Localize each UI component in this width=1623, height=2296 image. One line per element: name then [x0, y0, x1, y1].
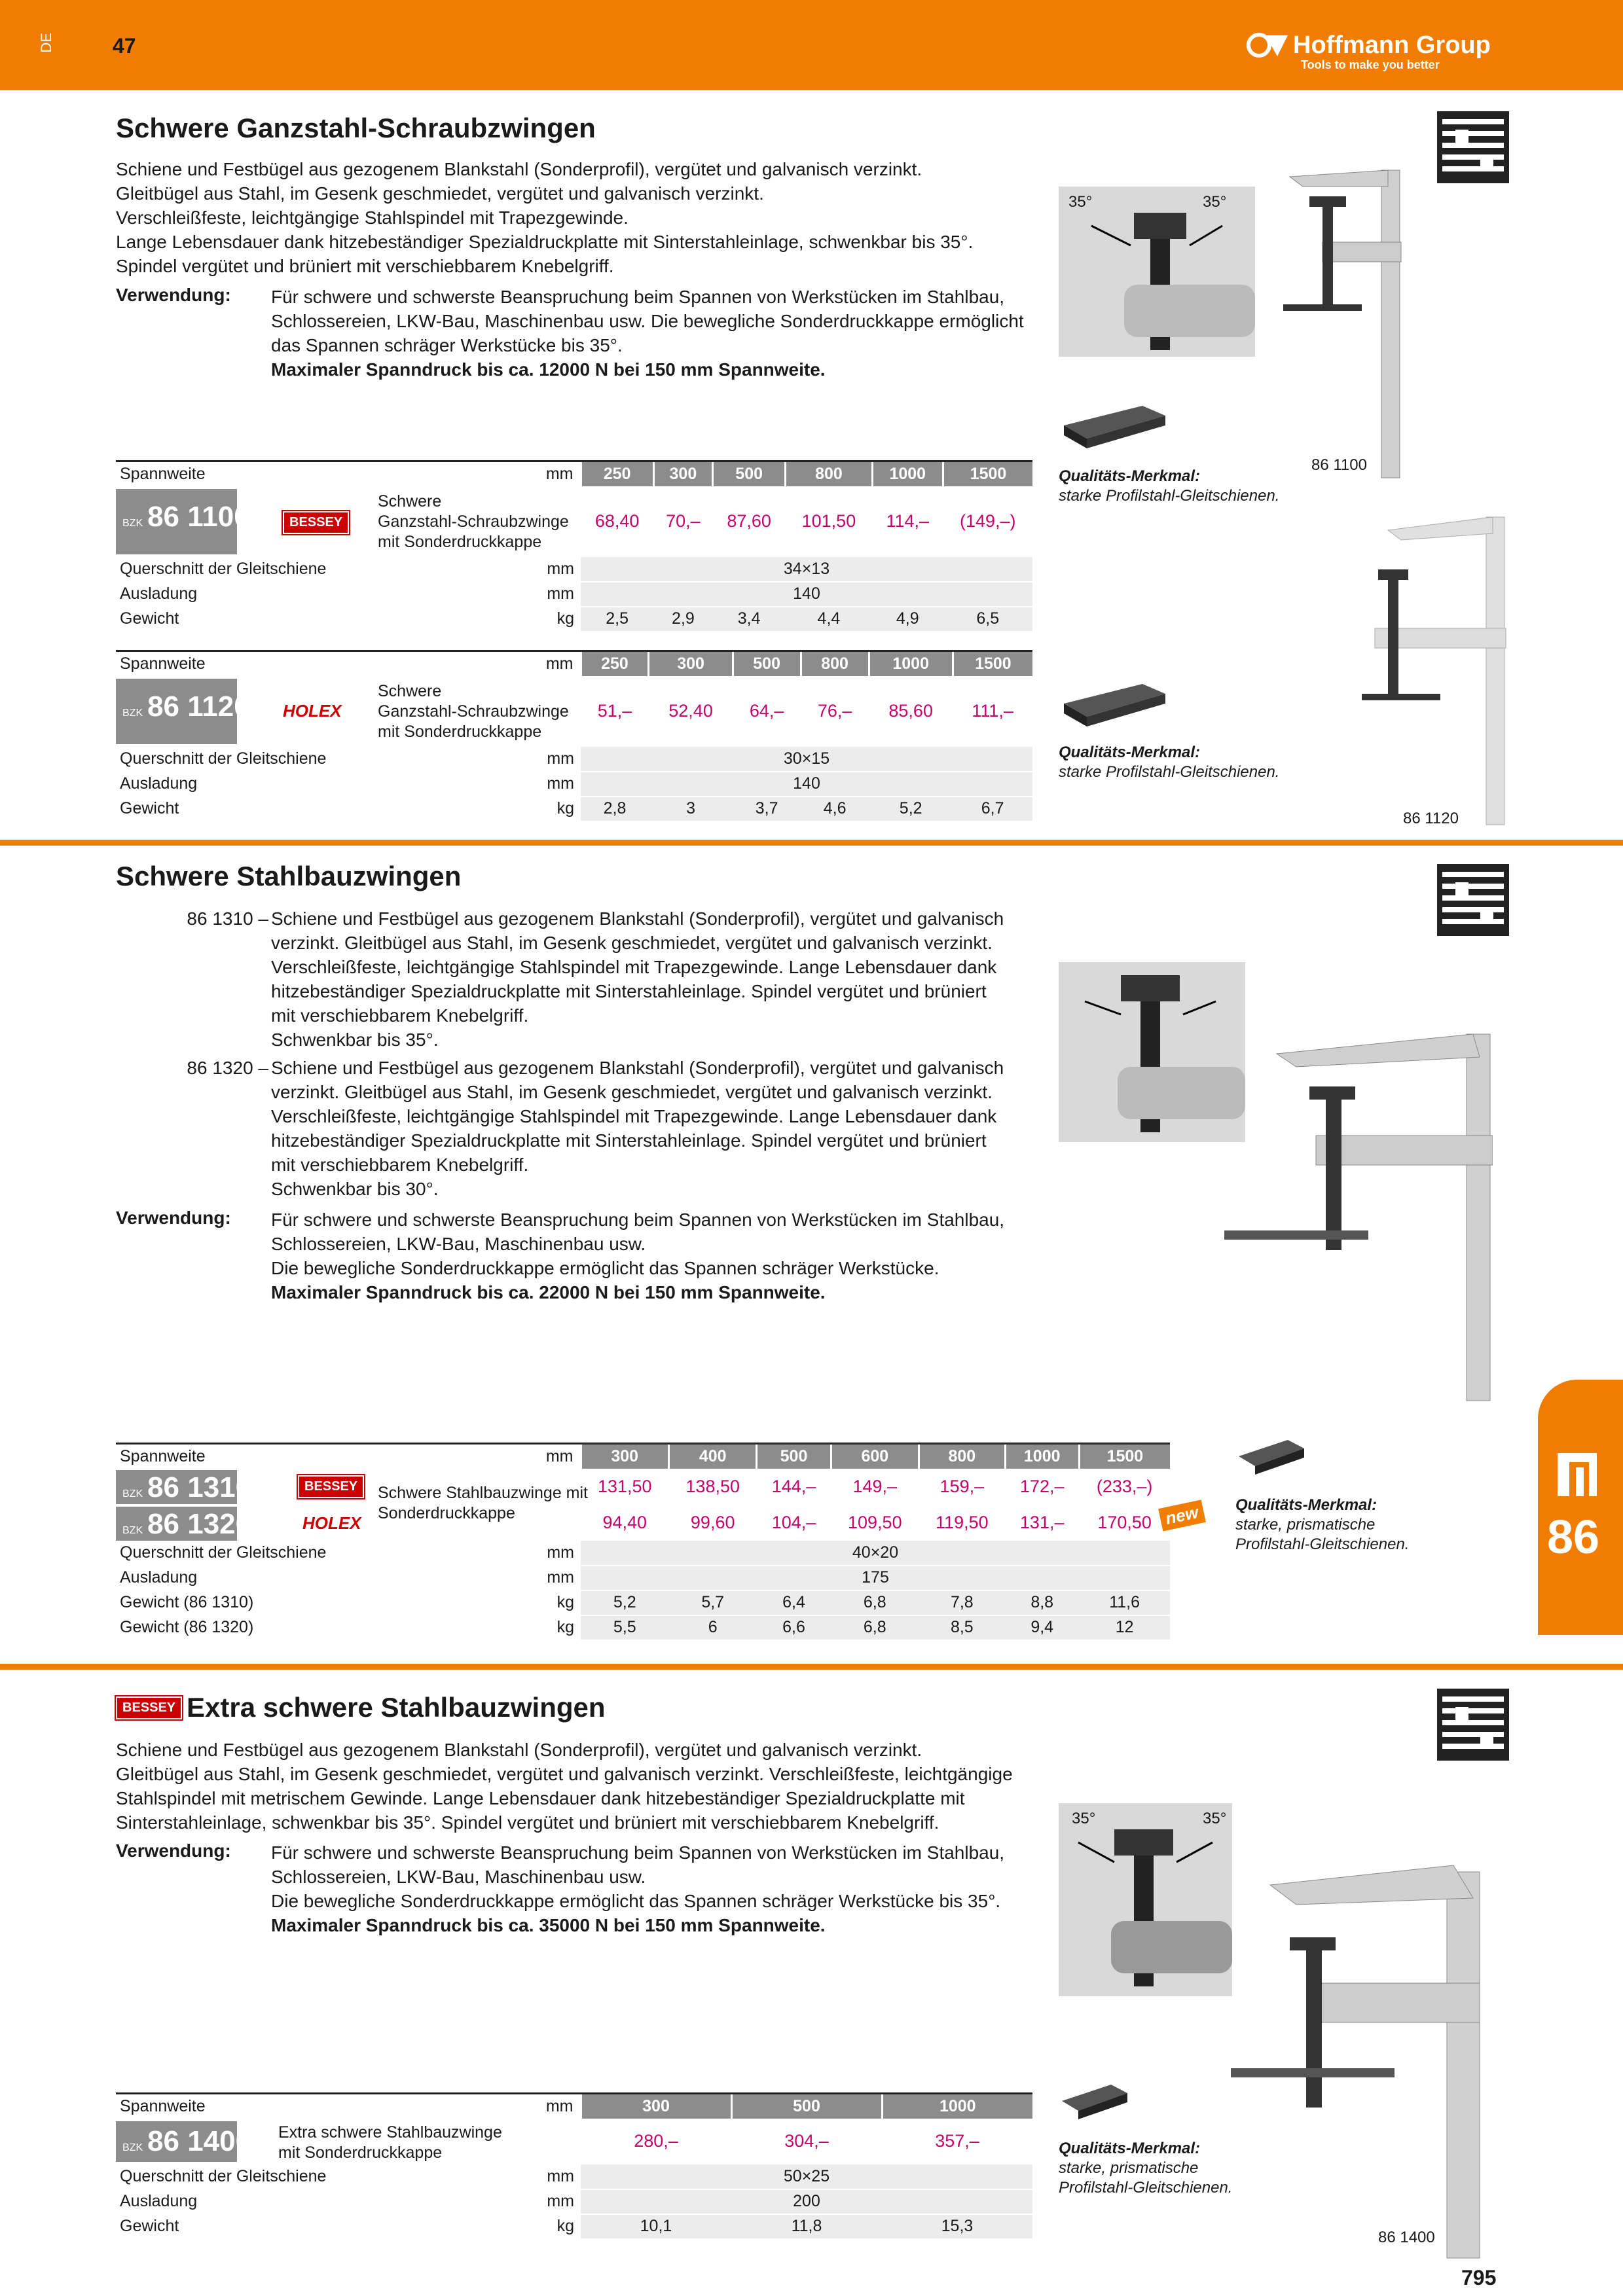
price-cell: 104,– [771, 1512, 816, 1532]
article-number-box [116, 2121, 252, 2162]
row-label: Gewicht [116, 797, 541, 821]
use-label: Verwendung: [116, 1840, 231, 1861]
price-cell: 304,– [784, 2131, 829, 2151]
price-cell: 159,– [939, 1476, 985, 1496]
unit: mm [541, 651, 581, 676]
image-code-861120: 86 1120 [1403, 810, 1459, 827]
desc-line: Gleitbügel aus Stahl, im Gesenk geschmiedet, vergütet und galvanisch verzinkt. [116, 183, 764, 204]
size-cell: 800 [919, 1444, 1006, 1469]
note-title: Qualitäts-Merkmal: [1059, 744, 1201, 761]
row-value: 140 [581, 772, 1032, 797]
weight-cell: 4,4 [786, 607, 872, 632]
desc-line: Schwenkbar bis 30°. [271, 1179, 439, 1199]
chapter-tab[interactable] [1538, 1380, 1623, 1635]
unit: mm [541, 557, 581, 582]
angle-left: 35° [1068, 193, 1093, 211]
clamp-image-861310 [1218, 1014, 1493, 1407]
note-text: starke Profilstahl-Gleitschienen. [1059, 763, 1280, 781]
spannweite-label: Spannweite [116, 461, 541, 486]
unit: mm [541, 1566, 581, 1590]
row-value: 34×13 [581, 557, 1032, 582]
brand-logo-bessey: BESSEY [298, 1475, 364, 1498]
row-label: Querschnitt der Gleitschiene [116, 747, 541, 772]
use-label: Verwendung: [116, 1208, 231, 1228]
rail-profile-icon [1057, 399, 1169, 452]
page-number-top: 47 [113, 34, 136, 58]
price-cell: (233,–) [1096, 1476, 1153, 1496]
use-line: Schlossereien, LKW-Bau, Maschinenbau usw. [271, 1234, 646, 1254]
size-cell: 800 [801, 651, 869, 676]
row-value: 140 [581, 582, 1032, 607]
section1-title: Schwere Ganzstahl-Schraubzwingen [116, 113, 596, 143]
desc-line: mit verschiebbarem Knebelgriff. [271, 1155, 529, 1175]
desc-line: Sinterstahleinlage, schwenkbar bis 35°. Spindel vergütet und brüniert mit verschiebbarem Knebelgriff. [116, 1812, 939, 1833]
use-line: Schlossereien, LKW-Bau, Maschinenbau usw. [271, 1867, 646, 1887]
desc-line: mit verschiebbarem Knebelgriff. [271, 1005, 529, 1026]
weight-cell: 8,8 [1005, 1590, 1079, 1615]
unit: kg [541, 607, 581, 632]
section-divider [0, 1664, 1623, 1670]
weight-cell: 11,8 [731, 2214, 882, 2239]
bzk-label: BZK [122, 1524, 143, 1536]
desc-line: mit Sonderdruckkappe [378, 722, 542, 741]
table-861120 [116, 650, 1032, 822]
desc-line: verzinkt. Gleitbügel aus Stahl, im Gesenk geschmiedet, vergütet und galvanisch verzinkt. [271, 1082, 993, 1102]
size-cell: 1000 [869, 651, 953, 676]
price-cell: 70,– [666, 511, 701, 531]
variant-text [271, 906, 1057, 1052]
desc-line: Extra schwere Stahlbauzwinge [278, 2123, 502, 2142]
qr-code[interactable] [1437, 864, 1509, 936]
desc-line: Schiene und Festbügel aus gezogenem Blankstahl (Sonderprofil), vergütet und galvanisch verzinkt. [116, 1740, 922, 1760]
price-cell: 170,50 [1097, 1512, 1152, 1532]
brand-logo-bessey: BESSEY [283, 511, 349, 534]
variant-text [271, 1056, 1057, 1201]
row-label: Querschnitt der Gleitschiene [116, 557, 541, 582]
desc-line: Verschleißfeste, leichtgängige Stahlspindel mit Trapezgewinde. Lange Lebensdauer dank [271, 957, 997, 977]
weight-cell: 6,4 [757, 1590, 831, 1615]
quality-note [1059, 2139, 1232, 2198]
use-line: Schlossereien, LKW-Bau, Maschinenbau usw. Die bewegliche Sonderdruckkappe ermöglicht [271, 311, 1024, 331]
product-description [378, 681, 569, 742]
weight-cell: 6,6 [757, 1615, 831, 1640]
brand-logo-holex: HOLEX [302, 1513, 361, 1533]
weight-cell: 5,2 [581, 1590, 668, 1615]
language-label: DE [38, 33, 54, 53]
rail-profile-icon [1059, 2081, 1131, 2121]
bzk-label: BZK [122, 1488, 143, 1499]
size-cell: 250 [581, 461, 653, 486]
desc-line: Verschleißfeste, leichtgängige Stahlspindel mit Trapezgewinde. [116, 207, 629, 228]
price-cell: 138,50 [685, 1476, 740, 1496]
spannweite-label: Spannweite [116, 651, 541, 676]
product-description [378, 492, 569, 552]
desc-line: Ganzstahl-Schraubzwinge [378, 512, 569, 531]
weight-cell: 11,6 [1079, 1590, 1170, 1615]
clamp-image-861400 [1231, 1846, 1506, 2265]
unit: mm [541, 461, 581, 486]
weight-cell: 6,5 [943, 607, 1032, 632]
article-cell [116, 2119, 581, 2164]
bzk-label: BZK [122, 2142, 143, 2153]
price-cell: 109,50 [848, 1512, 902, 1532]
desc-line: Sonderdruckkappe [378, 1503, 515, 1522]
hoffmann-logo [1247, 31, 1491, 72]
weight-cell: 6,7 [953, 797, 1032, 821]
size-cell: 1000 [872, 461, 943, 486]
section3-description [116, 1738, 1046, 1835]
desc-line: Spindel vergütet und brüniert mit verschiebbarem Knebelgriff. [116, 256, 614, 276]
weight-cell: 6,8 [831, 1590, 919, 1615]
size-cell: 800 [786, 461, 872, 486]
weight-cell: 3,7 [733, 797, 801, 821]
article-number: 86 1400 [147, 2125, 252, 2157]
article-number: 86 1310 [147, 1471, 252, 1503]
weight-cell: 15,3 [882, 2214, 1032, 2239]
use-label: Verwendung: [116, 285, 231, 305]
unit: mm [541, 772, 581, 797]
weight-cell: 2,8 [581, 797, 649, 821]
article-cell [116, 486, 581, 557]
weight-cell: 2,5 [581, 607, 653, 632]
weight-cell: 3 [649, 797, 733, 821]
size-cell: 1500 [943, 461, 1032, 486]
weight-cell: 8,5 [919, 1615, 1006, 1640]
row-value: 50×25 [581, 2164, 1032, 2189]
price-cell: 87,60 [727, 511, 771, 531]
unit: mm [541, 1444, 581, 1469]
use-line: Für schwere und schwerste Beanspruchung beim Spannen von Werkstücken im Stahlbau, [271, 1210, 1005, 1230]
unit: mm [541, 2164, 581, 2189]
row-label: Gewicht (86 1310) [116, 1590, 541, 1615]
table-861310-861320 [116, 1443, 1170, 1641]
price-cell: 99,60 [690, 1512, 735, 1532]
unit: kg [541, 2214, 581, 2239]
weight-cell: 7,8 [919, 1590, 1006, 1615]
weight-cell: 3,4 [713, 607, 786, 632]
desc-line: verzinkt. Gleitbügel aus Stahl, im Gesenk geschmiedet, vergütet und galvanisch verzinkt. [271, 933, 993, 953]
row-label: Gewicht (86 1320) [116, 1615, 541, 1640]
desc-line: Verschleißfeste, leichtgängige Stahlspindel mit Trapezgewinde. Lange Lebensdauer dank [271, 1106, 997, 1126]
unit: mm [541, 582, 581, 607]
desc-line: Schwenkbar bis 35°. [271, 1030, 439, 1050]
brand-logo-holex: HOLEX [283, 700, 342, 721]
article-number: 86 1100 [147, 500, 250, 533]
angle-left: 35° [1072, 1810, 1096, 1827]
note-text: starke, prismatische [1235, 1516, 1376, 1534]
desc-line: mit Sonderdruckkappe [278, 2143, 443, 2162]
desc-line: Ganzstahl-Schraubzwinge [378, 702, 569, 721]
price-cell: 172,– [1019, 1476, 1065, 1496]
price-cell: 280,– [634, 2131, 678, 2151]
article-cell [116, 676, 581, 747]
weight-cell: 10,1 [581, 2214, 731, 2239]
note-text: starke Profilstahl-Gleitschienen. [1059, 487, 1280, 505]
size-cell: 250 [581, 651, 649, 676]
article-number-box [116, 1507, 252, 1541]
size-cell: 300 [581, 2094, 731, 2119]
hoffmann-logo-icon [1246, 31, 1289, 59]
article-number: 86 1120 [147, 690, 250, 723]
desc-line: mit Sonderdruckkappe [378, 532, 542, 551]
qr-code[interactable] [1437, 111, 1509, 183]
price-cell: 85,60 [888, 701, 933, 721]
use-text [271, 285, 1057, 382]
qr-code[interactable] [1437, 1689, 1509, 1761]
pressure-cap-detail-image [1059, 1803, 1232, 1996]
section2-title: Schwere Stahlbauzwingen [116, 861, 462, 891]
size-cell: 500 [731, 2094, 882, 2119]
row-value: 30×15 [581, 747, 1032, 772]
bzk-label: BZK [122, 517, 143, 529]
row-value: 175 [581, 1566, 1170, 1590]
bzk-label: BZK [122, 707, 143, 719]
weight-cell: 4,9 [872, 607, 943, 632]
unit: kg [541, 797, 581, 821]
size-cell: 300 [653, 461, 712, 486]
price-cell: 149,– [852, 1476, 898, 1496]
brand-slogan: Tools to make you better [1301, 58, 1440, 71]
section1-description [116, 157, 1032, 278]
row-label: Gewicht [116, 607, 541, 632]
unit: mm [541, 1541, 581, 1566]
brand-name: Hoffmann Group [1293, 31, 1491, 59]
desc-line: hitzebeständiger Spezialdruckplatte mit Sinterstahleinlage. Spindel vergütet und brüniert [271, 981, 987, 1001]
price-cell: 114,– [886, 511, 930, 531]
row-label: Gewicht [116, 2214, 541, 2239]
clamp-image-861100 [1264, 157, 1427, 484]
row-label: Ausladung [116, 772, 541, 797]
desc-line: Schwere [378, 681, 442, 700]
price-cell: 119,50 [936, 1512, 989, 1532]
size-cell: 1500 [1079, 1444, 1170, 1469]
weight-cell: 4,6 [801, 797, 869, 821]
article-cell [116, 1469, 588, 1541]
desc-line: Lange Lebensdauer dank hitzebeständiger Spezialdruckplatte mit Sinterstahleinlage, schwenkbar bis 35°. [116, 232, 974, 252]
new-badge: new [1158, 1499, 1205, 1531]
weight-cell: 6 [668, 1615, 756, 1640]
image-code-861100: 86 1100 [1311, 456, 1367, 474]
spannweite-label: Spannweite [116, 2094, 541, 2119]
weight-cell: 2,9 [653, 607, 712, 632]
size-cell: 400 [668, 1444, 756, 1469]
weight-cell: 5,2 [869, 797, 953, 821]
size-cell: 500 [713, 461, 786, 486]
chapter-number: 86 [1547, 1511, 1600, 1564]
quality-note [1235, 1496, 1409, 1554]
desc-line: Schiene und Festbügel aus gezogenem Blankstahl (Sonderprofil), vergütet und galvanisch verzinkt. [116, 159, 922, 179]
note-text: Profilstahl-Gleitschienen. [1059, 2179, 1233, 2197]
desc-line: Schiene und Festbügel aus gezogenem Blankstahl (Sonderprofil), vergütet und galvanisch [271, 908, 1004, 929]
unit: mm [541, 2189, 581, 2214]
product-description [278, 2123, 502, 2163]
table-861100 [116, 460, 1032, 632]
clamp-image-861120 [1362, 504, 1532, 831]
note-title: Qualitäts-Merkmal: [1059, 467, 1201, 485]
weight-cell: 5,7 [668, 1590, 756, 1615]
section3-title: Extra schwere Stahlbauzwingen [187, 1692, 606, 1723]
desc-line: Gleitbügel aus Stahl, im Gesenk geschmiedet, vergütet und galvanisch verzinkt. Verschleißfeste, leichtgängige [116, 1764, 1013, 1784]
use-line: Die bewegliche Sonderdruckkappe ermöglicht das Spannen schräger Werkstücke bis 35°. [271, 1891, 1001, 1911]
row-label: Ausladung [116, 1566, 541, 1590]
article-number-box [116, 1470, 252, 1504]
row-label: Querschnitt der Gleitschiene [116, 1541, 541, 1566]
price-cell: 76,– [817, 701, 852, 721]
row-value: 40×20 [581, 1541, 1170, 1566]
price-cell: 94,40 [602, 1512, 647, 1532]
unit: kg [541, 1615, 581, 1640]
use-line: Für schwere und schwerste Beanspruchung beim Spannen von Werkstücken im Stahlbau, [271, 287, 1005, 307]
max-pressure: Maximaler Spanndruck bis ca. 22000 N bei 150 mm Spannweite. [271, 1282, 826, 1302]
price-cell: 101,50 [801, 511, 856, 531]
desc-line: hitzebeständiger Spezialdruckplatte mit Sinterstahleinlage. Spindel vergütet und brüniert [271, 1130, 987, 1151]
use-line: Für schwere und schwerste Beanspruchung beim Spannen von Werkstücken im Stahlbau, [271, 1842, 1005, 1863]
product-description [378, 1483, 588, 1524]
size-cell: 500 [733, 651, 801, 676]
price-cell: 357,– [935, 2131, 979, 2151]
size-cell: 300 [581, 1444, 668, 1469]
price-cell: 131,50 [597, 1476, 652, 1496]
section-divider [0, 840, 1623, 846]
spannweite-label: Spannweite [116, 1444, 541, 1469]
brand-logo-bessey: BESSEY [116, 1696, 182, 1719]
variant-code: 86 1320 – [187, 1058, 268, 1078]
size-cell: 1000 [1005, 1444, 1079, 1469]
quality-note [1059, 467, 1279, 506]
price-cell: 64,– [749, 701, 784, 721]
max-pressure: Maximaler Spanndruck bis ca. 12000 N bei 150 mm Spannweite. [271, 359, 826, 380]
weight-cell: 9,4 [1005, 1615, 1079, 1640]
size-cell: 1500 [953, 651, 1032, 676]
price-cell: 52,40 [668, 701, 713, 721]
image-code-861400: 86 1400 [1378, 2229, 1435, 2246]
size-cell: 600 [831, 1444, 919, 1469]
desc-line: Schiene und Festbügel aus gezogenem Blankstahl (Sonderprofil), vergütet und galvanisch [271, 1058, 1004, 1078]
note-title: Qualitäts-Merkmal: [1235, 1496, 1377, 1514]
unit: kg [541, 1590, 581, 1615]
weight-cell: 5,5 [581, 1615, 668, 1640]
rail-profile-icon [1235, 1437, 1307, 1476]
desc-line: Stahlspindel mit metrischem Gewinde. Lange Lebensdauer dank hitzebeständiger Spezialdruckplatte mit [116, 1788, 965, 1808]
unit: mm [541, 747, 581, 772]
size-cell: 300 [649, 651, 733, 676]
quality-note [1059, 743, 1279, 782]
pressure-cap-detail-image [1059, 187, 1255, 357]
use-text [271, 1840, 1057, 1937]
row-value: 200 [581, 2189, 1032, 2214]
row-label: Ausladung [116, 2189, 541, 2214]
desc-line: Schwere Stahlbauzwinge mit [378, 1483, 588, 1502]
rail-profile-icon [1057, 677, 1169, 730]
price-cell: (149,–) [959, 511, 1016, 531]
size-cell: 500 [757, 1444, 831, 1469]
article-number-box [116, 679, 250, 744]
article-number: 86 1320 [147, 1507, 252, 1540]
price-cell: 144,– [771, 1476, 816, 1496]
variant-code: 86 1310 – [187, 908, 268, 929]
note-title: Qualitäts-Merkmal: [1059, 2140, 1201, 2157]
angle-right: 35° [1203, 1810, 1227, 1827]
row-label: Ausladung [116, 582, 541, 607]
angle-right: 35° [1203, 193, 1227, 211]
article-number-box [116, 489, 250, 554]
price-cell: 51,– [597, 701, 632, 721]
table-861400 [116, 2092, 1032, 2240]
price-cell: 68,40 [594, 511, 640, 531]
price-cell: 131,– [1019, 1512, 1065, 1532]
weight-cell: 12 [1079, 1615, 1170, 1640]
use-text [271, 1208, 1057, 1304]
weight-cell: 6,8 [831, 1615, 919, 1640]
use-line: Die bewegliche Sonderdruckkappe ermöglicht das Spannen schräger Werkstücke. [271, 1258, 939, 1278]
unit: mm [541, 2094, 581, 2119]
price-cell: 111,– [972, 701, 1013, 721]
note-text: starke, prismatische [1059, 2159, 1199, 2177]
row-label: Querschnitt der Gleitschiene [116, 2164, 541, 2189]
desc-line: Schwere [378, 492, 442, 511]
max-pressure: Maximaler Spanndruck bis ca. 35000 N bei 150 mm Spannweite. [271, 1915, 826, 1935]
page-number-bottom: 795 [1461, 2266, 1497, 2289]
use-line: das Spannen schräger Werkstücke bis 35°. [271, 335, 623, 355]
clamp-chapter-icon [1556, 1452, 1609, 1498]
note-text: Profilstahl-Gleitschienen. [1235, 1535, 1410, 1553]
size-cell: 1000 [882, 2094, 1032, 2119]
